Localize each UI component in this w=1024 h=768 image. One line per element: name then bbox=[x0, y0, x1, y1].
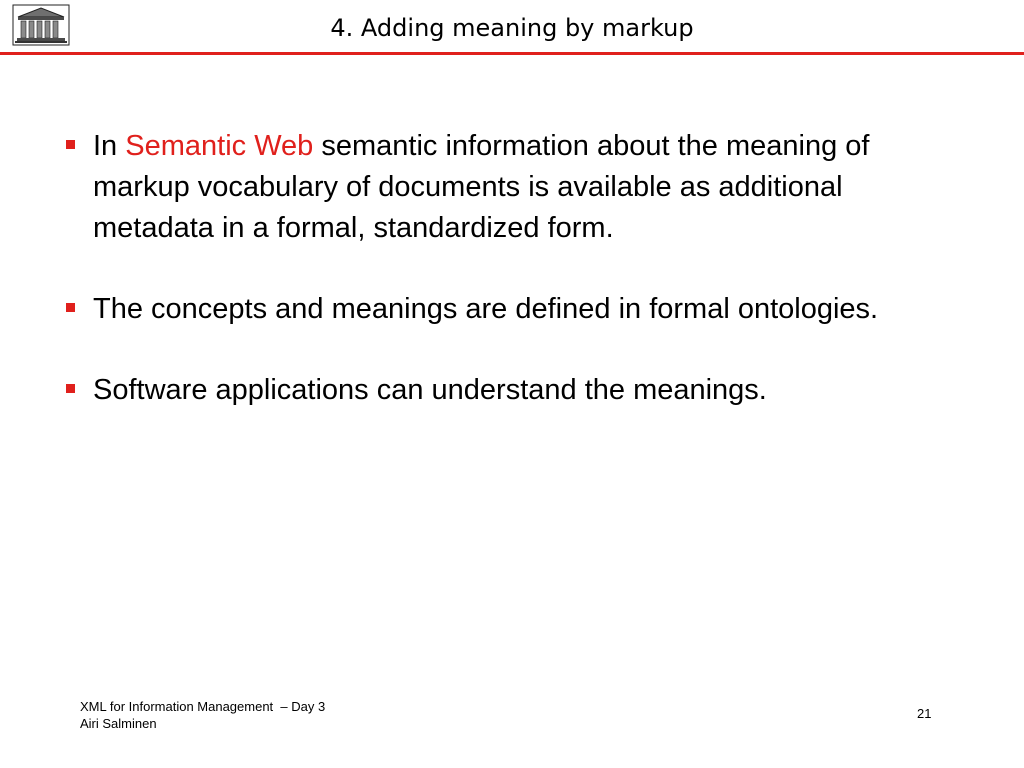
semantic-web-highlight: Semantic Web bbox=[125, 130, 314, 162]
square-bullet-icon bbox=[66, 384, 75, 393]
bullet-text: The concepts and meanings are defined in formal ontologies. bbox=[93, 293, 879, 325]
bullet-text: Software applications can understand the meanings. bbox=[93, 374, 767, 406]
bullet-list bbox=[66, 126, 926, 451]
page-number: 21 bbox=[917, 706, 932, 721]
slide-title: 4. Adding meaning by markup bbox=[330, 14, 694, 42]
footer-info bbox=[80, 698, 325, 732]
bullet-text-prefix: In bbox=[93, 130, 126, 162]
square-bullet-icon bbox=[66, 303, 75, 312]
bullet-item-ontologies bbox=[66, 289, 926, 330]
square-bullet-icon bbox=[66, 140, 75, 149]
bullet-item-semantic-web bbox=[66, 126, 926, 249]
footer-course: XML for Information Management – Day 3 bbox=[80, 699, 326, 714]
footer-author: Airi Salminen bbox=[80, 716, 157, 731]
title-divider bbox=[0, 52, 1024, 55]
bullet-item-software bbox=[66, 370, 926, 411]
bullet-text-suffix: semantic information about the meaning of markup vocabulary of documents is available as additional metadata in a formal, standardized form. bbox=[93, 130, 870, 244]
